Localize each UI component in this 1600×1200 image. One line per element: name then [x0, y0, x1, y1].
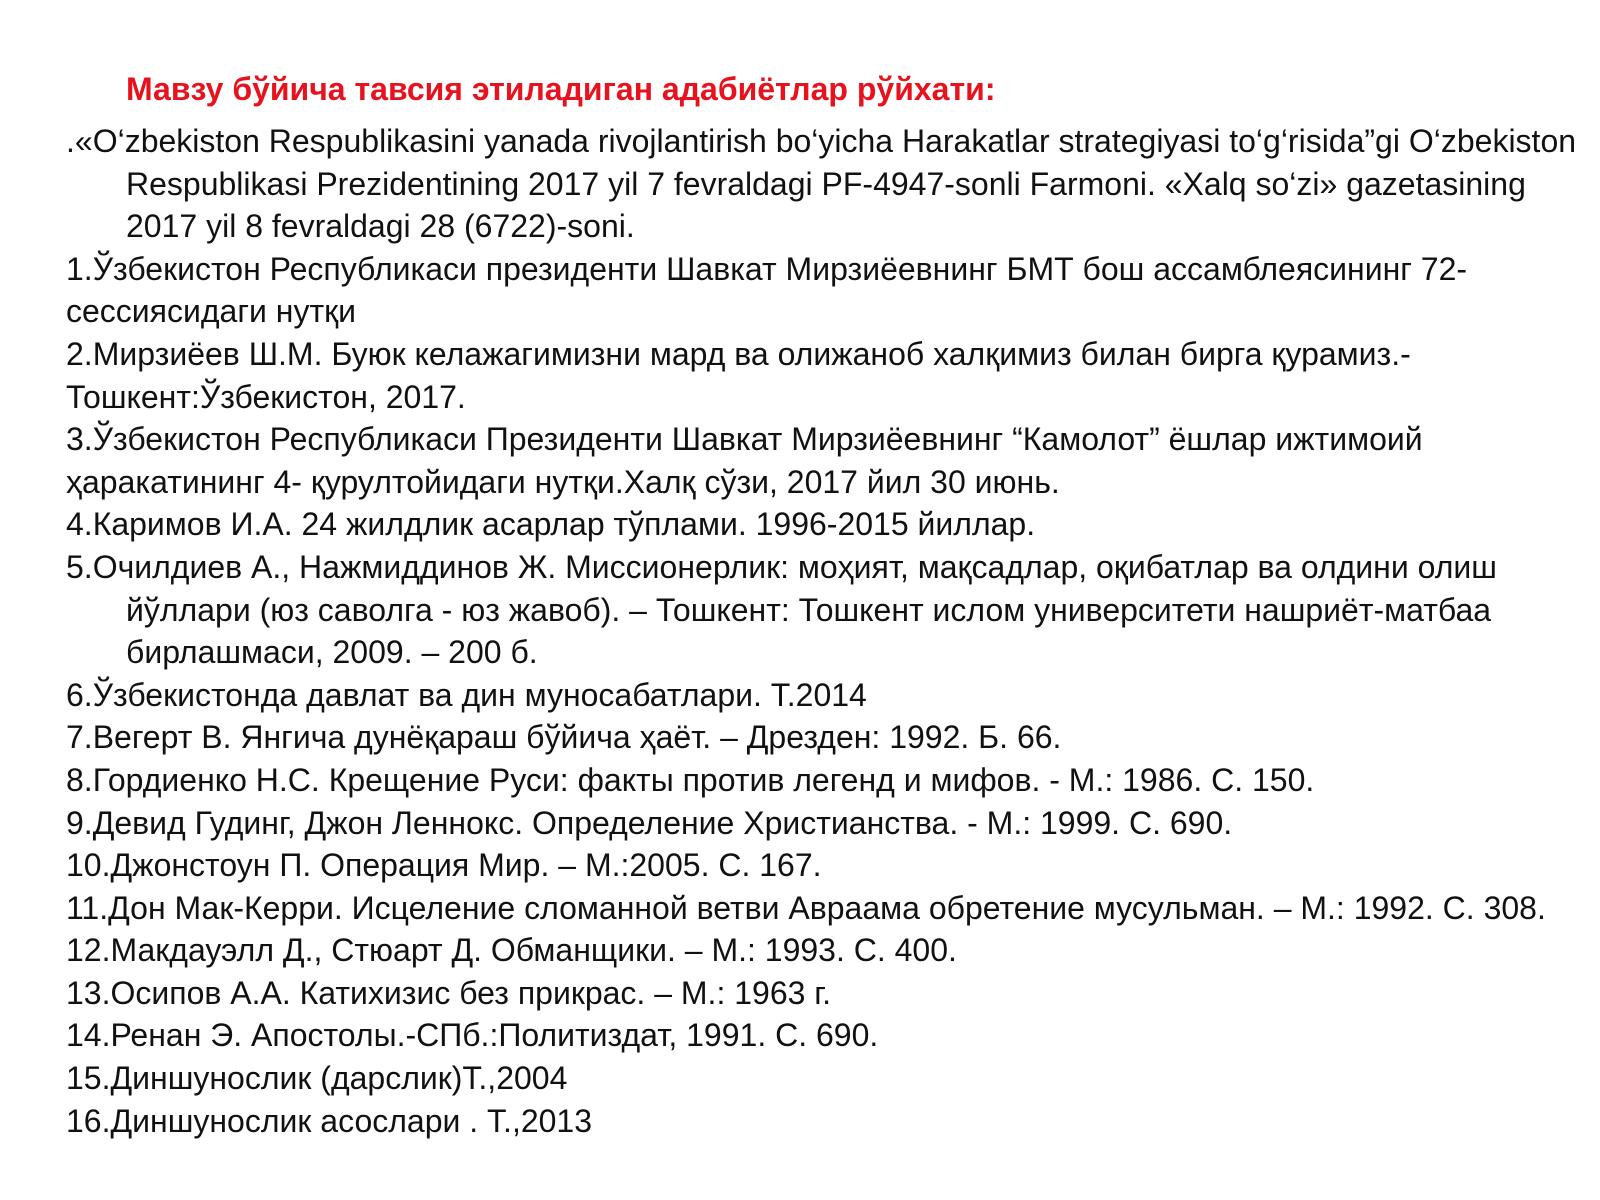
slide-title: Мавзу бўйича тавсия этиладиган адабиётлар рўйхати: [126, 71, 996, 107]
reference-item: 6.Ўзбекистонда давлат ва дин муносабатлари. Т.2014 [66, 676, 867, 713]
reference-item: .«O‘zbekiston Respublikasini yanada rivojlantirish bo‘yicha Harakatlar strategiyasi to‘g‘risida”gi O‘zbekiston Respublikasi Prezidentining 2017 yil 7 fevraldagi PF-4947-sonli Farmoni. «Xalq so‘zi» gazetasining 2017 yil 8 fevraldagi 28 (6722)-soni. [66, 123, 1577, 245]
reference-item: 10.Джонстоун П. Операция Мир. – М.:2005. С. 167. [66, 847, 822, 884]
reference-item: 12.Макдауэлл Д., Стюарт Д. Обманщики. – М.: 1993. С. 400. [66, 932, 957, 969]
reference-list [66, 120, 1586, 1142]
reference-item: 14.Ренан Э. Апостолы.-СПб.:Политиздат, 1991. С. 690. [66, 1017, 879, 1054]
reference-item: 8.Гордиенко Н.С. Крещение Руси: факты против легенд и мифов. - М.: 1986. С. 150. [66, 761, 1315, 798]
reference-item: 4.Каримов И.А. 24 жилдлик асарлар тўплами. 1996-2015 йиллар. [66, 506, 1036, 543]
reference-item: 7.Вегерт В. Янгича дунёқараш бўйича ҳаёт. – Дрезден: 1992. Б. 66. [66, 719, 1062, 756]
reference-item: 3.Ўзбекистон Республикаси Президенти Шавкат Мирзиёевнинг “Камолот” ёшлар ижтимоий ҳаракатининг 4- қурултойидаги нутқи.Халқ сўзи, 2017 йил 30 июнь. [66, 421, 1423, 500]
reference-item: 9.Девид Гудинг, Джон Леннокс. Определение Христианства. - М.: 1999. С. 690. [66, 804, 1233, 841]
reference-item: 11.Дон Мак-Керри. Исцеление сломанной ветви Авраама обретение мусульман. – М.: 1992. С. 308. [66, 889, 1546, 926]
reference-item: 5.Очилдиев А., Нажмиддинов Ж. Миссионерлик: моҳият, мақсадлар, оқибатлар ва олдини олиш йўллари (юз саволга - юз жавоб). – Тошкент: Тошкент ислом университети нашриёт-матбаа бирлашмаси, 2009. – 200 б. [66, 548, 1497, 671]
reference-item: 2.Мирзиёев Ш.М. Буюк келажагимизни мард ва олижаноб халқимиз билан бирга қурамиз.-Тошкент:Ўзбекистон, 2017. [66, 335, 1411, 415]
reference-item: 15.Диншунослик (дарслик)Т.,2004 [66, 1060, 568, 1097]
reference-item: 16.Диншунослик асослари . Т.,2013 [66, 1102, 593, 1139]
reference-item: 13.Осипов А.А. Катихизис без прикрас. – М.: 1963 г. [66, 974, 831, 1011]
reference-item: 1.Ўзбекистон Республикаси президенти Шавкат Мирзиёевнинг БМТ бош ассамблеясининг 72-сессиясидаги нутқи [66, 250, 1468, 330]
